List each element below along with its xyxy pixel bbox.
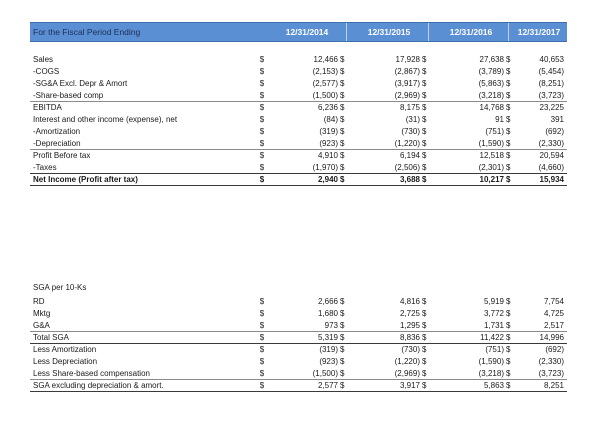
year-col-2016[interactable]: 12/31/2016 [449,27,493,37]
currency-symbol[interactable]: $ [422,55,427,64]
currency-symbol[interactable]: $ [259,297,265,306]
table-row [30,308,567,319]
value-cell[interactable]: 17,928 [395,55,420,64]
currency-symbol[interactable]: $ [422,175,427,184]
year-col-2017[interactable]: 12/31/2017 [517,27,561,37]
value-cell[interactable]: 5,919 [483,297,504,306]
currency-symbol[interactable]: $ [259,55,265,64]
currency-symbol[interactable]: $ [506,381,511,390]
value-cell[interactable]: (5,454) [538,67,564,76]
value-cell[interactable]: (2,969) [394,369,420,378]
value-cell[interactable]: (1,590) [478,357,504,366]
row-label[interactable]: -Depreciation [33,139,81,148]
row-label[interactable]: Sales [33,55,54,64]
value-cell[interactable]: (2,867) [394,67,420,76]
row-label[interactable]: Profit Before tax [33,151,91,160]
currency-symbol[interactable]: $ [259,345,265,354]
year-col-2015[interactable]: 12/31/2015 [367,27,411,37]
value-cell[interactable]: (31) [405,115,420,124]
currency-symbol[interactable]: $ [340,139,345,148]
value-cell[interactable]: (2,153) [312,67,338,76]
value-cell[interactable]: (1,970) [312,163,338,172]
value-cell[interactable]: (3,218) [478,91,504,100]
currency-symbol[interactable]: $ [340,357,345,366]
table-row [30,66,567,77]
currency-symbol[interactable]: $ [340,67,345,76]
table-row [30,90,567,101]
table-row [30,102,567,113]
currency-symbol[interactable]: $ [422,67,427,76]
currency-symbol[interactable]: $ [422,139,427,148]
table-row [30,150,567,161]
value-cell[interactable]: (3,218) [478,369,504,378]
value-cell[interactable]: 1,731 [483,321,504,330]
currency-symbol[interactable]: $ [506,175,511,184]
currency-symbol[interactable]: $ [506,139,511,148]
value-cell[interactable]: 12,518 [479,151,504,160]
table-row [30,138,567,149]
value-cell[interactable]: 12,466 [313,55,338,64]
value-cell[interactable]: 2,517 [543,321,564,330]
value-cell[interactable]: 3,772 [483,309,504,318]
value-cell[interactable]: (3,789) [478,67,504,76]
table-row [30,296,567,307]
currency-symbol[interactable]: $ [506,67,511,76]
value-cell[interactable]: (2,506) [394,163,420,172]
row-label[interactable]: SGA excluding depreciation & amort. [33,381,164,390]
currency-symbol[interactable]: $ [259,127,265,136]
table-row [30,380,567,391]
year-col-2014[interactable]: 12/31/2014 [285,27,329,37]
value-cell[interactable]: 2,666 [317,297,338,306]
currency-symbol[interactable]: $ [340,333,345,342]
col-separator [428,23,429,41]
value-cell[interactable]: (84) [323,115,338,124]
row-label[interactable]: Less Amortization [33,345,97,354]
value-cell[interactable]: (1,500) [312,91,338,100]
value-cell[interactable]: (751) [485,127,504,136]
currency-symbol[interactable]: $ [259,369,265,378]
value-cell[interactable]: (2,330) [538,357,564,366]
row-label[interactable]: -COGS [33,67,60,76]
value-cell[interactable]: 6,236 [317,103,338,112]
value-cell[interactable]: 5,319 [317,333,338,342]
value-cell[interactable]: 15,934 [539,175,564,184]
currency-symbol[interactable]: $ [259,381,265,390]
value-cell[interactable]: 2,940 [317,175,338,184]
value-cell[interactable]: (4,660) [538,163,564,172]
value-cell[interactable]: 4,816 [399,297,420,306]
value-cell[interactable]: (319) [319,127,338,136]
currency-symbol[interactable]: $ [340,175,345,184]
currency-symbol[interactable]: $ [422,103,427,112]
currency-symbol[interactable]: $ [422,297,427,306]
currency-symbol[interactable]: $ [259,309,265,318]
row-label[interactable]: Total SGA [33,333,70,342]
currency-symbol[interactable]: $ [506,309,511,318]
value-cell[interactable]: 1,295 [399,321,420,330]
currency-symbol[interactable]: $ [506,115,511,124]
value-cell[interactable]: 8,836 [399,333,420,342]
value-cell[interactable]: 6,194 [399,151,420,160]
value-cell[interactable]: (3,723) [538,91,564,100]
currency-symbol[interactable]: $ [259,139,265,148]
currency-symbol[interactable]: $ [422,79,427,88]
value-cell[interactable]: (730) [401,345,420,354]
currency-symbol[interactable]: $ [506,163,511,172]
value-cell[interactable]: (2,969) [394,91,420,100]
table-row [30,368,567,379]
value-cell[interactable]: 11,422 [480,333,504,342]
row-label[interactable]: -Amortization [33,127,81,136]
value-cell[interactable]: (2,301) [478,163,504,172]
currency-symbol[interactable]: $ [340,55,345,64]
currency-symbol[interactable]: $ [422,127,427,136]
row-label[interactable]: EBITDA [33,103,62,112]
value-cell[interactable]: (730) [401,127,420,136]
currency-symbol[interactable]: $ [340,79,345,88]
row-divider [30,185,567,186]
table-row [30,78,567,89]
value-cell[interactable]: 391 [550,115,564,124]
value-cell[interactable]: 1,680 [317,309,338,318]
value-cell[interactable]: (5,863) [478,79,504,88]
currency-symbol[interactable]: $ [259,175,265,184]
currency-symbol[interactable]: $ [259,321,265,330]
col-separator [346,23,347,41]
value-cell[interactable]: 10,217 [479,175,504,184]
value-cell[interactable]: (692) [545,345,564,354]
currency-symbol[interactable]: $ [340,91,345,100]
currency-symbol[interactable]: $ [340,381,345,390]
header-label: For the Fiscal Period Ending [33,27,141,37]
row-label[interactable]: Mktg [33,309,51,318]
currency-symbol[interactable]: $ [259,151,265,160]
table-row [30,126,567,137]
value-cell[interactable]: (2,330) [538,139,564,148]
sga-title: SGA per 10-Ks [33,283,87,292]
currency-symbol[interactable]: $ [259,357,265,366]
currency-symbol[interactable]: $ [340,369,345,378]
value-cell[interactable]: 5,863 [483,381,504,390]
table-row [30,114,567,125]
value-cell[interactable]: (2,577) [312,79,338,88]
row-label[interactable]: Less Depreciation [33,357,98,366]
value-cell[interactable]: (692) [545,127,564,136]
currency-symbol[interactable]: $ [422,345,427,354]
table-row [30,332,567,343]
currency-symbol[interactable]: $ [422,91,427,100]
table-row [30,174,567,185]
value-cell[interactable]: 14,996 [539,333,564,342]
value-cell[interactable]: 91 [495,115,504,124]
value-cell[interactable]: (1,590) [478,139,504,148]
currency-symbol[interactable]: $ [340,151,345,160]
table-row [30,344,567,355]
currency-symbol[interactable]: $ [506,91,511,100]
value-cell[interactable]: 27,638 [479,55,504,64]
value-cell[interactable]: 8,175 [399,103,420,112]
value-cell[interactable]: (3,723) [538,369,564,378]
currency-symbol[interactable]: $ [259,91,265,100]
value-cell[interactable]: (1,220) [394,357,420,366]
value-cell[interactable]: (319) [319,345,338,354]
currency-symbol[interactable]: $ [506,103,511,112]
value-cell[interactable]: (923) [319,357,338,366]
value-cell[interactable]: 8,251 [543,381,564,390]
currency-symbol[interactable]: $ [506,345,511,354]
row-label[interactable]: Interest and other income (expense), net [33,115,178,124]
currency-symbol[interactable]: $ [340,163,345,172]
value-cell[interactable]: 2,577 [317,381,338,390]
currency-symbol[interactable]: $ [422,381,427,390]
value-cell[interactable]: 4,725 [543,309,564,318]
currency-symbol[interactable]: $ [259,333,265,342]
value-cell[interactable]: 973 [324,321,338,330]
currency-symbol[interactable]: $ [506,151,511,160]
value-cell[interactable]: 2,725 [399,309,420,318]
currency-symbol[interactable]: $ [506,321,511,330]
row-label[interactable]: Less Share-based compensation [33,369,150,378]
currency-symbol[interactable]: $ [340,321,345,330]
value-cell[interactable]: (923) [319,139,338,148]
currency-symbol[interactable]: $ [259,103,265,112]
currency-symbol[interactable]: $ [506,55,511,64]
currency-symbol[interactable]: $ [506,297,511,306]
value-cell[interactable]: 23,225 [539,103,564,112]
currency-symbol[interactable]: $ [422,333,427,342]
value-cell[interactable]: (751) [485,345,504,354]
row-divider [30,391,567,392]
currency-symbol[interactable]: $ [422,321,427,330]
currency-symbol[interactable]: $ [259,163,265,172]
value-cell[interactable]: (1,220) [394,139,420,148]
value-cell[interactable]: 7,754 [543,297,564,306]
currency-symbol[interactable]: $ [340,309,345,318]
header-row [30,22,567,42]
currency-symbol[interactable]: $ [422,357,427,366]
row-label[interactable]: RD [33,297,45,306]
currency-symbol[interactable]: $ [506,333,511,342]
currency-symbol[interactable]: $ [506,127,511,136]
value-cell[interactable]: (3,917) [394,79,420,88]
value-cell[interactable]: 3,688 [399,175,420,184]
currency-symbol[interactable]: $ [259,115,265,124]
currency-symbol[interactable]: $ [506,357,511,366]
currency-symbol[interactable]: $ [506,79,511,88]
currency-symbol[interactable]: $ [340,297,345,306]
row-label[interactable]: Net Income (Profit after tax) [33,175,138,184]
table-row [30,54,567,65]
row-label[interactable]: -SG&A Excl. Depr & Amort [33,79,128,88]
value-cell[interactable]: (1,500) [312,369,338,378]
currency-symbol[interactable]: $ [422,309,427,318]
row-label[interactable]: -Share-based comp [33,91,104,100]
value-cell[interactable]: (8,251) [538,79,564,88]
currency-symbol[interactable]: $ [340,115,345,124]
currency-symbol[interactable]: $ [422,115,427,124]
table-row [30,162,567,173]
value-cell[interactable]: 14,768 [479,103,504,112]
currency-symbol[interactable]: $ [340,127,345,136]
currency-symbol[interactable]: $ [422,163,427,172]
currency-symbol[interactable]: $ [340,103,345,112]
currency-symbol[interactable]: $ [259,79,265,88]
currency-symbol[interactable]: $ [506,369,511,378]
table-row [30,320,567,331]
currency-symbol[interactable]: $ [422,369,427,378]
currency-symbol[interactable]: $ [422,151,427,160]
value-cell[interactable]: 20,594 [539,151,564,160]
value-cell[interactable]: 4,910 [317,151,338,160]
row-label[interactable]: -Taxes [33,163,57,172]
value-cell[interactable]: 3,917 [399,381,420,390]
table-row [30,356,567,367]
currency-symbol[interactable]: $ [340,345,345,354]
value-cell[interactable]: 40,653 [539,55,564,64]
row-label[interactable]: G&A [33,321,50,330]
currency-symbol[interactable]: $ [259,67,265,76]
